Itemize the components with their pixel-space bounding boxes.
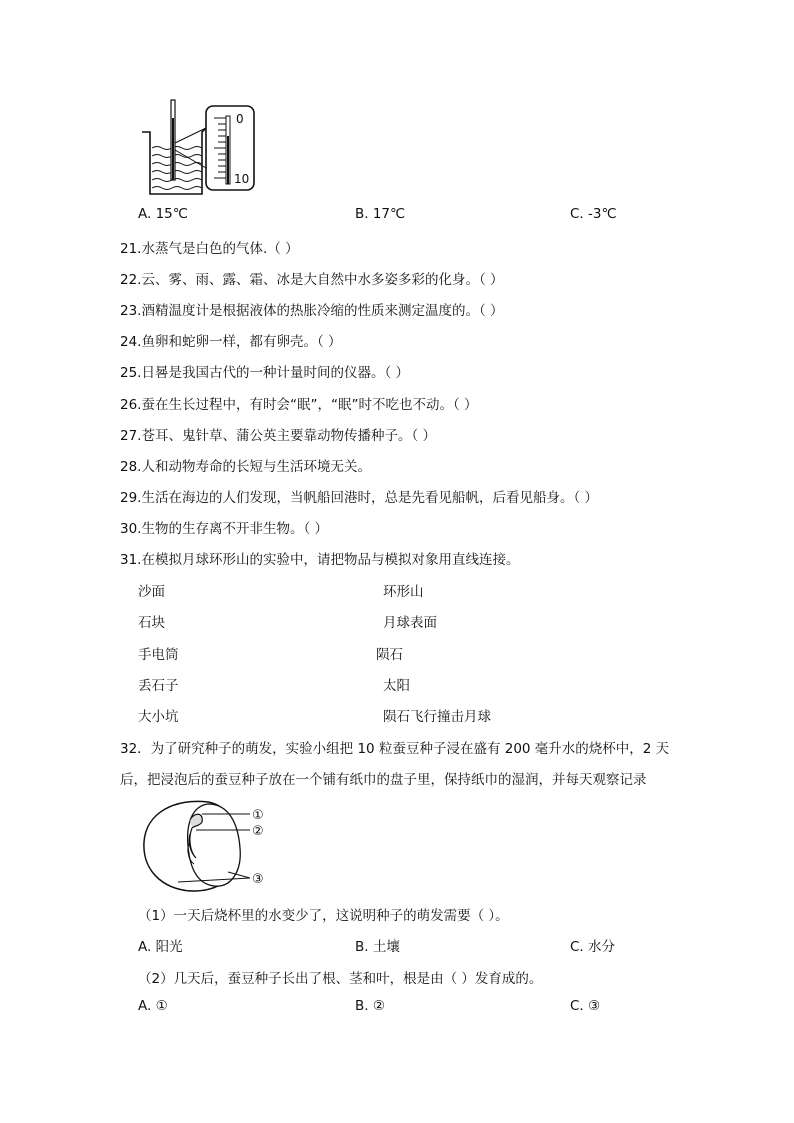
question-24: 24.鱼卵和蛇卵一样，都有卵壳。（ ） [120, 334, 342, 350]
q20-option-b: B. 17℃ [355, 206, 406, 222]
scale-label-top: 0 [236, 112, 244, 126]
fig-label-2: ② [252, 824, 264, 839]
q20-option-c: C. -3℃ [570, 206, 617, 222]
question-32-line1: 32．为了研究种子的萌发，实验小组把 10 粒蚕豆种子浸在盛有 200 毫升水的烧杯中，2 天 [120, 741, 670, 757]
q31-left-item: 手电筒 [138, 647, 179, 663]
fig-label-3: ③ [252, 872, 264, 887]
q32-sub2-option-b: B. ② [355, 998, 385, 1014]
question-32-sub1: （1）一天后烧杯里的水变少了，这说明种子的萌发需要（ ）。 [138, 908, 509, 924]
q31-left-item: 沙面 [138, 584, 165, 600]
question-30: 30.生物的生存离不开非生物。（ ） [120, 521, 329, 537]
q31-left-item: 大小坑 [138, 709, 179, 725]
question-27: 27.苍耳、鬼针草、蒲公英主要靠动物传播种子。（ ） [120, 428, 437, 444]
question-25: 25.日晷是我国古代的一种计量时间的仪器。（ ） [120, 365, 410, 381]
q32-sub1-option-a: A. 阳光 [138, 939, 183, 955]
bean-seed-figure [138, 798, 278, 898]
q31-right-item: 陨石 [376, 647, 403, 663]
question-32-line2: 后，把浸泡后的蚕豆种子放在一个铺有纸巾的盘子里，保持纸巾的湿润，并每天观察记录 [120, 772, 647, 788]
question-28: 28.人和动物寿命的长短与生活环境无关。 [120, 459, 371, 475]
question-29: 29.生活在海边的人们发现，当帆船回港时，总是先看见船帆，后看见船身。（ ） [120, 490, 599, 506]
question-21: 21.水蒸气是白色的气体.（ ） [120, 241, 299, 257]
q20-option-a: A. 15℃ [138, 206, 188, 222]
q31-right-item: 太阳 [383, 678, 410, 694]
question-22: 22.云、雾、雨、露、霜、冰是大自然中水多姿多彩的化身。（ ） [120, 272, 504, 288]
thermometer-beaker-figure [140, 98, 270, 198]
water-waves [152, 147, 202, 190]
question-31: 31.在模拟月球环形山的实验中，请把物品与模拟对象用直线连接。 [120, 552, 520, 568]
question-26: 26.蚕在生长过程中，有时会“眠”，“眠”时不吃也不动。（ ） [120, 397, 478, 413]
question-23: 23.酒精温度计是根据液体的热胀冷缩的性质来测定温度的。（ ） [120, 303, 504, 319]
question-32-sub2: （2）几天后，蚕豆种子长出了根、茎和叶，根是由（ ）发育成的。 [138, 971, 543, 987]
q32-sub2-option-a: A. ① [138, 998, 168, 1014]
q31-right-item: 陨石飞行撞击月球 [383, 709, 491, 725]
q32-sub1-option-c: C. 水分 [570, 939, 616, 955]
q31-right-item: 环形山 [383, 584, 424, 600]
q32-sub1-option-b: B. 土壤 [355, 939, 400, 955]
q31-right-item: 月球表面 [383, 615, 437, 631]
scale-label-bottom: 10 [234, 172, 250, 186]
q31-left-item: 丢石子 [138, 678, 179, 694]
q32-sub2-option-c: C. ③ [570, 998, 601, 1014]
fig-label-1: ① [252, 808, 264, 823]
q31-left-item: 石块 [138, 615, 165, 631]
